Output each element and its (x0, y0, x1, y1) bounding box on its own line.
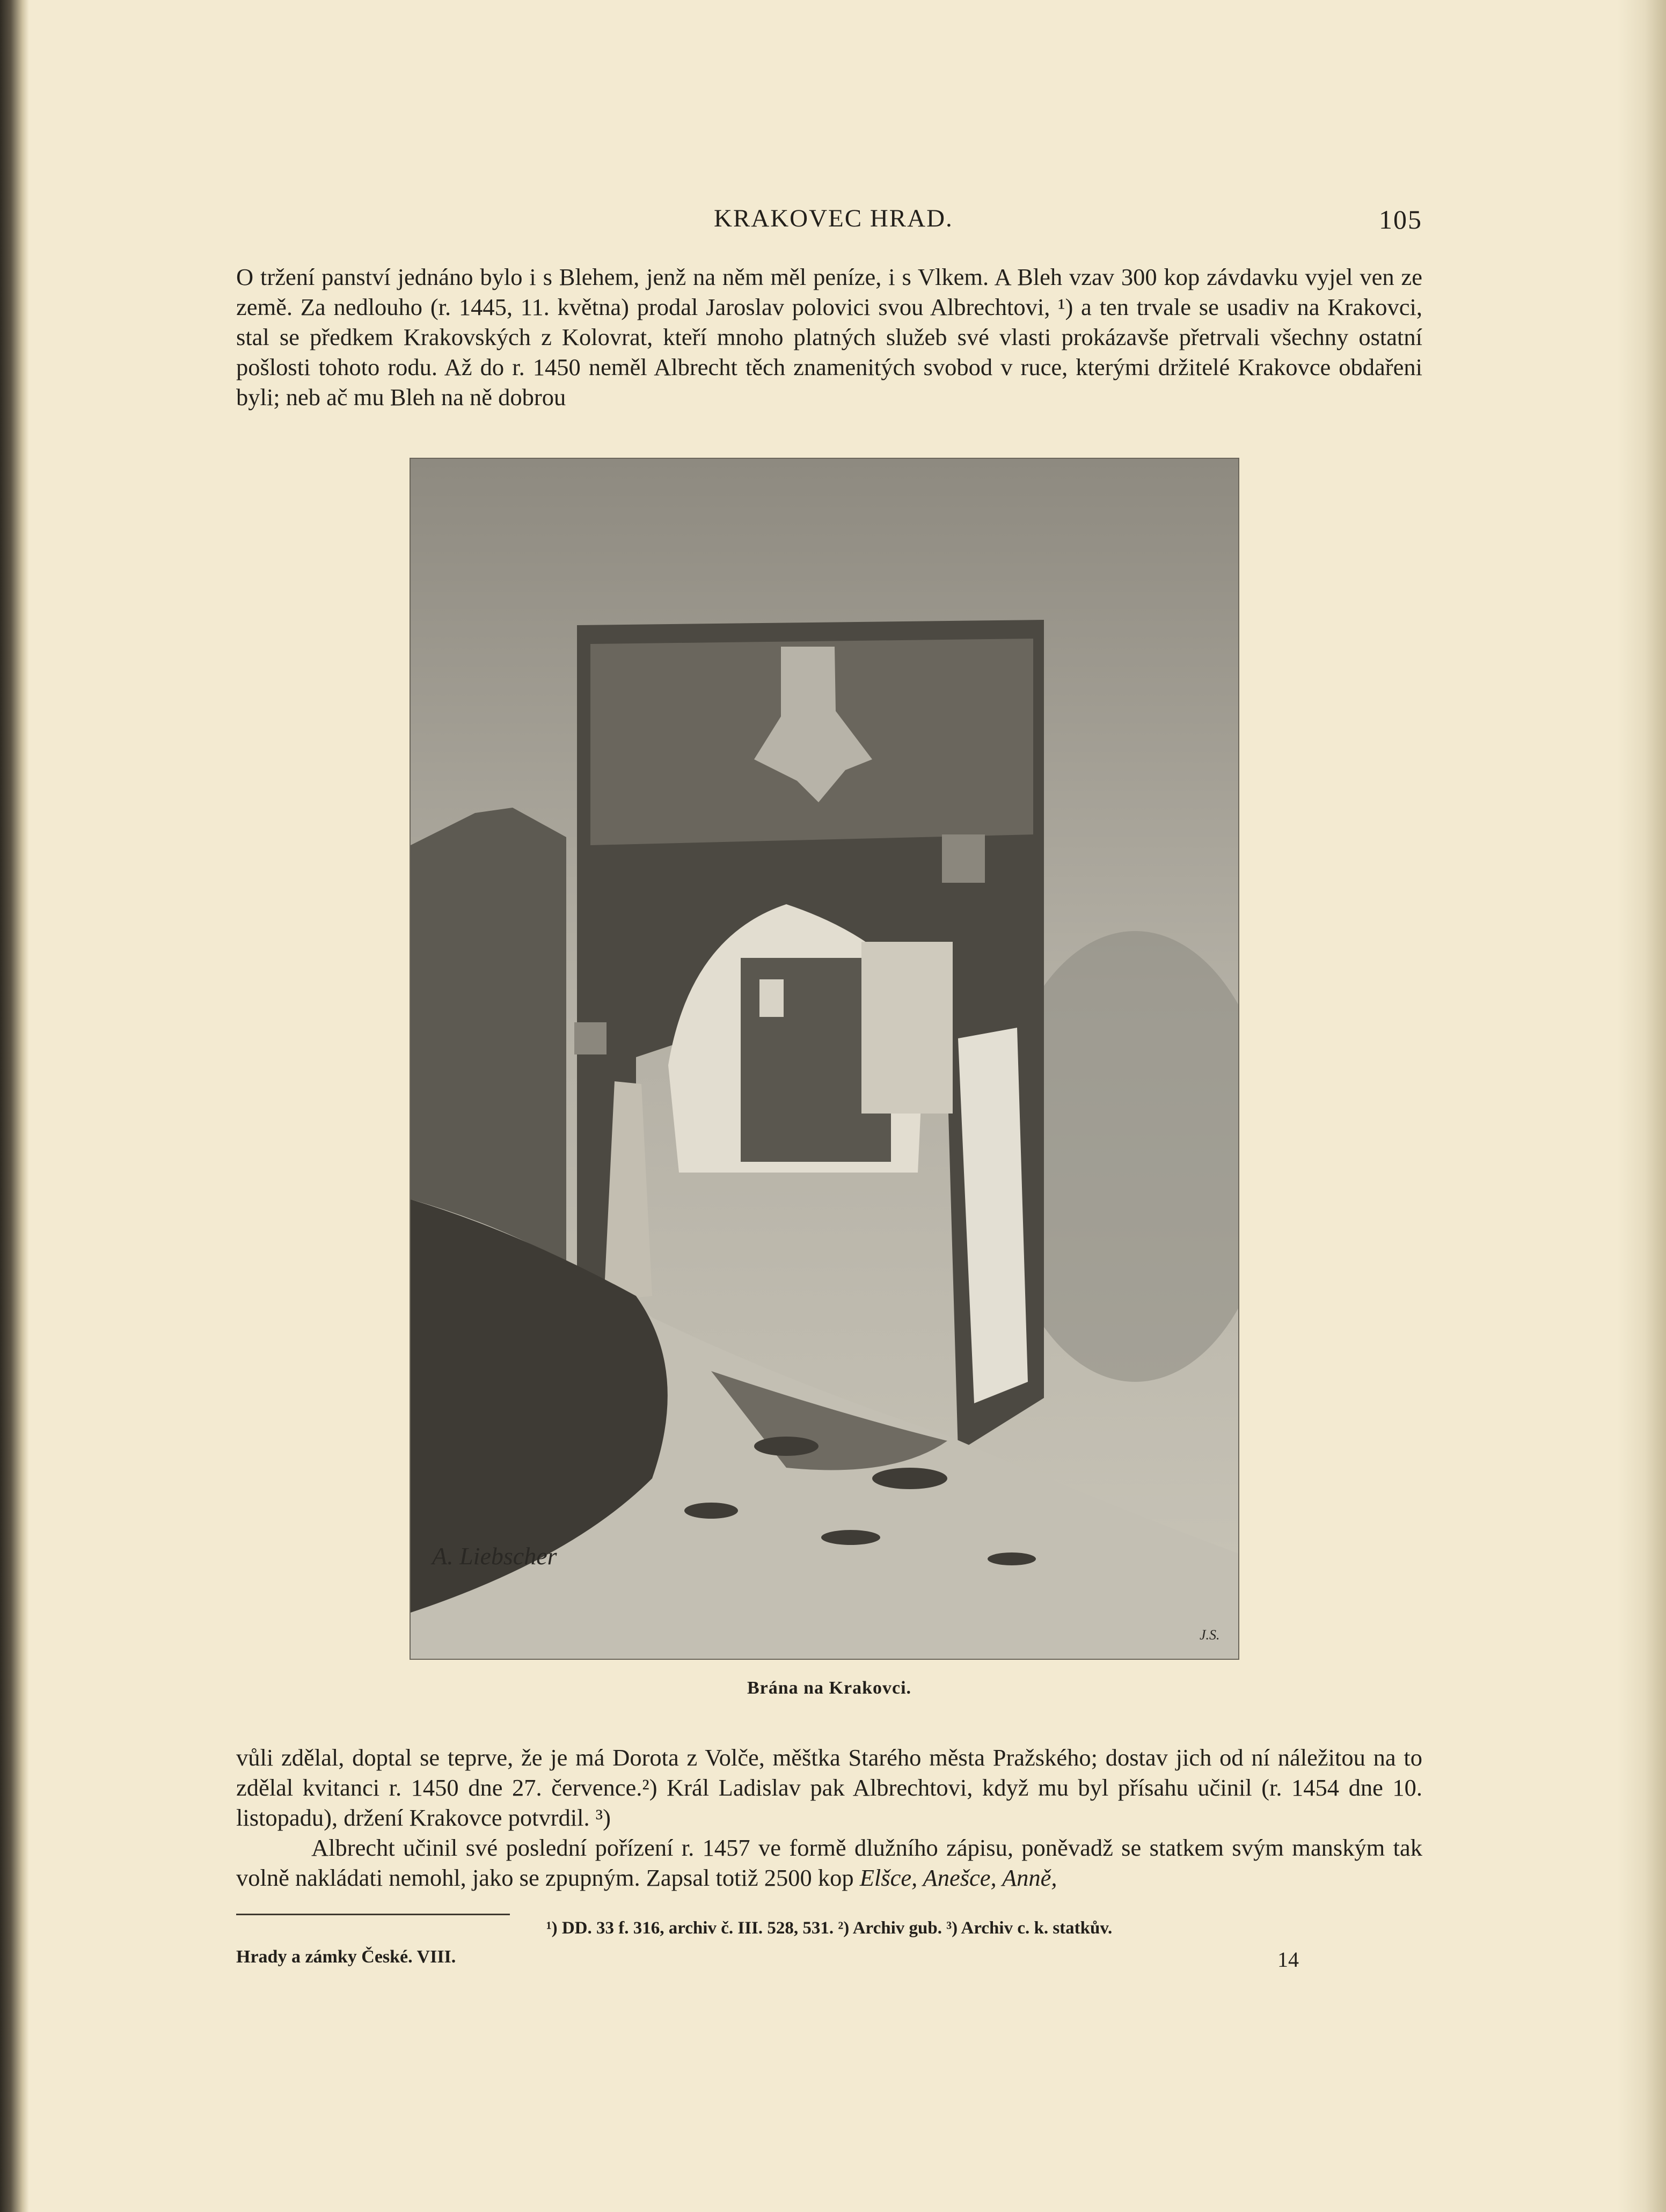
signature-number: 14 (1277, 1947, 1299, 1972)
figure-caption: Brána na Krakovci. (747, 1678, 912, 1698)
italic-names: Elšce, Anešce, Anně, (859, 1864, 1057, 1891)
page-binding-edge (0, 0, 29, 2212)
castle-gate-engraving (411, 459, 1238, 1659)
illustration-castle-gate (411, 459, 1238, 1659)
body-text-bottom (236, 1742, 1422, 1893)
footnote-divider (236, 1914, 510, 1915)
artist-signature: A. Liebscher (432, 1542, 557, 1570)
engraver-mark: J.S. (1200, 1627, 1220, 1643)
paragraph-text: Albrecht učinil své poslední pořízení r. 1457 ve formě dlužního zápisu, poněvadž se statkem svým manským tak volně nakládati nemohl, jako se zpupným. Zapsal totiž 2500 kop (236, 1834, 1422, 1891)
paragraph (236, 1833, 1422, 1893)
page-title: KRAKOVEC HRAD. (714, 204, 953, 232)
page-right-edge (1618, 0, 1666, 2212)
signature-title: Hrady a zámky České. VIII. (236, 1947, 456, 1967)
footnotes: ¹) DD. 33 f. 316, archiv č. III. 528, 531. ²) Archiv gub. ³) Archiv c. k. statkův. (546, 1918, 1113, 1938)
paragraph: O tržení panství jednáno bylo i s Blehem, jenž na něm měl peníze, i s Vlkem. A Bleh vzav 300 kop závdavku vyjel ven ze země. Za nedlouho (r. 1445, 11. května) prodal Jaroslav polovici svou Albrechtovi, ¹) a ten trvale se usadiv na Krakovci, stal se předkem Krakovských z Kolovrat, kteří mnoho platných služeb své vlasti prokázavše přetrvali všechny ostatní pošlosti tohoto rodu. Až do r. 1450 neměl Albrecht těch znamenitých svobod v ruce, kterými držitelé Krakovce obdařeni byli; neb ač mu Bleh na ně dobrou (236, 263, 1422, 411)
body-text-top (236, 262, 1422, 412)
page-number: 105 (1379, 204, 1422, 235)
printer-signature (236, 1947, 1422, 1972)
paragraph: vůli zdělal, doptal se teprve, že je má Dorota z Volče, měštka Starého města Pražského; dostav jich od ní náležitou na to zdělal kvitanci r. 1450 dne 27. července.²) Král Ladislav pak Albrechtovi, když mu byl přísahu učinil (r. 1454 dne 10. listopadu), držení Krakovce potvrdil. ³) (236, 1744, 1422, 1831)
